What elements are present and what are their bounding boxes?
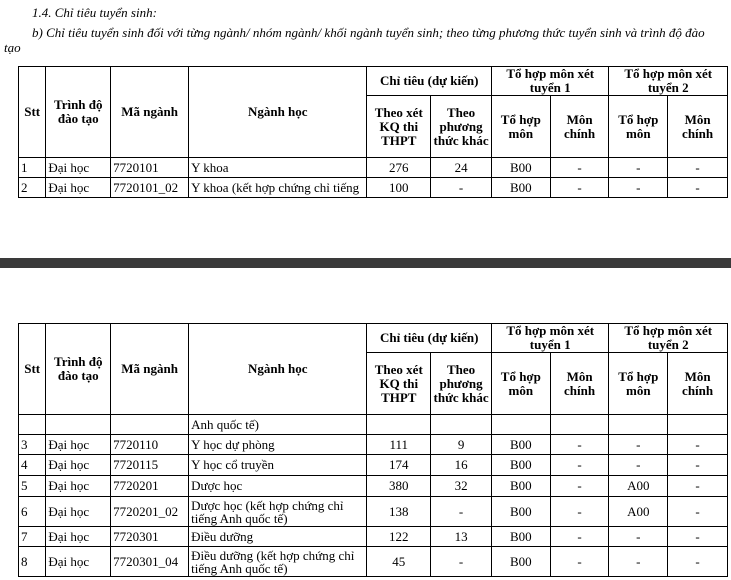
cell-to-hop-1: B00 xyxy=(491,547,550,577)
table-row xyxy=(19,178,728,198)
cell-theo-pt-khac: 13 xyxy=(431,527,492,547)
header-ma-nganh: Mã ngành xyxy=(111,324,189,415)
cell-nganh-hoc: Dược học (kết hợp chứng chỉ tiếng Anh quốc tế) xyxy=(189,497,367,527)
header-trinh-do: Trình độ đào tạo xyxy=(46,67,111,158)
admission-table-page2 xyxy=(18,323,728,577)
header-to-hop-mon-2: Tổ hợp môn xyxy=(609,353,668,415)
cell-to-hop-2: - xyxy=(609,455,668,476)
cell-mon-chinh-1: - xyxy=(550,547,609,577)
header-chi-tieu: Chỉ tiêu (dự kiến) xyxy=(367,324,492,353)
cell-mon-chinh-1: - xyxy=(550,497,609,527)
table-row xyxy=(19,476,728,497)
cell-to-hop-1: B00 xyxy=(491,476,550,497)
table-row xyxy=(19,158,728,178)
subsection-heading: b) Chỉ tiêu tuyển sinh đối với từng ngành/ nhóm ngành/ khối ngành tuyển sinh; theo từng phương thức tuyển sinh và trình độ đào xyxy=(32,25,705,40)
page-break-divider xyxy=(0,258,731,268)
cell-theo-pt-khac: 32 xyxy=(431,476,492,497)
table-row xyxy=(19,527,728,547)
cell-ma-nganh: 7720110 xyxy=(111,435,189,455)
cell-mon-chinh-1: - xyxy=(550,178,609,198)
cell-stt: 1 xyxy=(19,158,46,178)
cell-stt: 8 xyxy=(19,547,46,577)
subsection-heading-continued: tạo xyxy=(4,40,21,55)
cell-stt: 7 xyxy=(19,527,46,547)
header-to-hop-mon-1: Tổ hợp môn xyxy=(491,96,550,158)
header-to-hop-1: Tổ hợp môn xét tuyển 1 xyxy=(491,324,608,353)
cell-trinh-do: Đại học xyxy=(46,178,111,198)
cell-to-hop-2: A00 xyxy=(609,476,668,497)
cell-stt: 5 xyxy=(19,476,46,497)
cell-to-hop-2: - xyxy=(609,178,668,198)
header-stt: Stt xyxy=(19,324,46,415)
cell-mon-chinh-2: - xyxy=(668,455,728,476)
header-to-hop-mon-2: Tổ hợp môn xyxy=(609,96,668,158)
cell-theo-xet-kq: 111 xyxy=(367,435,431,455)
cell-theo-xet-kq: 100 xyxy=(367,178,431,198)
cell-trinh-do: Đại học xyxy=(46,527,111,547)
cell-mon-chinh-2: - xyxy=(668,158,728,178)
cell-mon-chinh-1: - xyxy=(550,158,609,178)
cell-nganh-hoc: Dược học xyxy=(189,476,367,497)
cell-nganh-hoc: Y khoa (kết hợp chứng chỉ tiếng xyxy=(189,178,367,198)
cell-to-hop-1: B00 xyxy=(491,158,550,178)
cell-mon-chinh-2: - xyxy=(668,527,728,547)
header-chi-tieu: Chỉ tiêu (dự kiến) xyxy=(367,67,492,96)
table-row-continuation xyxy=(19,415,728,435)
cell-mon-chinh-1: - xyxy=(550,527,609,547)
cell-to-hop-2: - xyxy=(609,158,668,178)
table-row xyxy=(19,455,728,476)
header-mon-chinh-1: Môn chính xyxy=(550,96,609,158)
cell-trinh-do: Đại học xyxy=(46,497,111,527)
cell-mon-chinh-2: - xyxy=(668,476,728,497)
cell-mon-chinh-1: - xyxy=(550,435,609,455)
cell-to-hop-1: B00 xyxy=(491,455,550,476)
cell-theo-xet-kq: 174 xyxy=(367,455,431,476)
cell-ma-nganh: 7720301 xyxy=(111,527,189,547)
header-mon-chinh-2: Môn chính xyxy=(668,353,728,415)
header-trinh-do: Trình độ đào tạo xyxy=(46,324,111,415)
cell-trinh-do: Đại học xyxy=(46,547,111,577)
cell-theo-pt-khac: - xyxy=(431,178,492,198)
cell-theo-pt-khac: 16 xyxy=(431,455,492,476)
header-to-hop-mon-1: Tổ hợp môn xyxy=(491,353,550,415)
cell-nganh-hoc: Y học cổ truyền xyxy=(189,455,367,476)
cell-trinh-do: Đại học xyxy=(46,158,111,178)
cell-theo-pt-khac: 9 xyxy=(431,435,492,455)
header-theo-xet-kq: Theo xét KQ thi THPT xyxy=(367,353,431,415)
cell-to-hop-1: B00 xyxy=(491,527,550,547)
header-to-hop-1: Tổ hợp môn xét tuyển 1 xyxy=(491,67,608,96)
cell-ma-nganh: 7720201_02 xyxy=(111,497,189,527)
cell-theo-pt-khac: - xyxy=(431,497,492,527)
cell-to-hop-1: B00 xyxy=(491,435,550,455)
cell-mon-chinh-2: - xyxy=(668,178,728,198)
cell-ma-nganh: 7720115 xyxy=(111,455,189,476)
cell-ma-nganh: 7720101_02 xyxy=(111,178,189,198)
header-ma-nganh: Mã ngành xyxy=(111,67,189,158)
cell-ma-nganh: 7720101 xyxy=(111,158,189,178)
cell-nganh-hoc: Điều dưỡng (kết hợp chứng chỉ tiếng Anh quốc tế) xyxy=(189,547,367,577)
cell-theo-pt-khac: - xyxy=(431,547,492,577)
header-theo-pt-khac: Theo phương thức khác xyxy=(431,96,492,158)
header-to-hop-2: Tổ hợp môn xét tuyển 2 xyxy=(609,324,728,353)
table-row xyxy=(19,547,728,577)
cell-mon-chinh-1: - xyxy=(550,455,609,476)
cell-to-hop-1: B00 xyxy=(491,497,550,527)
header-nganh-hoc: Ngành học xyxy=(189,67,367,158)
cell-to-hop-2: - xyxy=(609,435,668,455)
cell-mon-chinh-2: - xyxy=(668,497,728,527)
cell-nganh-hoc: Điều dưỡng xyxy=(189,527,367,547)
cell-nganh-hoc: Y khoa xyxy=(189,158,367,178)
cell-ma-nganh: 7720301_04 xyxy=(111,547,189,577)
cell-stt: 4 xyxy=(19,455,46,476)
cell-stt: 3 xyxy=(19,435,46,455)
cell-nganh-hoc: Y học dự phòng xyxy=(189,435,367,455)
header-nganh-hoc: Ngành học xyxy=(189,324,367,415)
admission-table-page1 xyxy=(18,66,728,198)
header-theo-xet-kq: Theo xét KQ thi THPT xyxy=(367,96,431,158)
table-row xyxy=(19,497,728,527)
cell-theo-xet-kq: 45 xyxy=(367,547,431,577)
cell-theo-xet-kq: 276 xyxy=(367,158,431,178)
cell-nganh-hoc-continuation: Anh quốc tế) xyxy=(189,415,367,435)
cell-mon-chinh-1: - xyxy=(550,476,609,497)
cell-theo-pt-khac: 24 xyxy=(431,158,492,178)
header-theo-pt-khac: Theo phương thức khác xyxy=(431,353,492,415)
cell-stt: 6 xyxy=(19,497,46,527)
header-stt: Stt xyxy=(19,67,46,158)
cell-trinh-do: Đại học xyxy=(46,435,111,455)
cell-theo-xet-kq: 380 xyxy=(367,476,431,497)
cell-theo-xet-kq: 138 xyxy=(367,497,431,527)
cell-trinh-do: Đại học xyxy=(46,455,111,476)
cell-mon-chinh-2: - xyxy=(668,435,728,455)
header-mon-chinh-1: Môn chính xyxy=(550,353,609,415)
header-to-hop-2: Tổ hợp môn xét tuyển 2 xyxy=(609,67,728,96)
cell-to-hop-2: - xyxy=(609,547,668,577)
cell-mon-chinh-2: - xyxy=(668,547,728,577)
cell-to-hop-2: - xyxy=(609,527,668,547)
header-mon-chinh-2: Môn chính xyxy=(668,96,728,158)
cell-trinh-do: Đại học xyxy=(46,476,111,497)
cell-to-hop-1: B00 xyxy=(491,178,550,198)
cell-stt: 2 xyxy=(19,178,46,198)
cell-theo-xet-kq: 122 xyxy=(367,527,431,547)
cell-to-hop-2: A00 xyxy=(609,497,668,527)
section-heading: 1.4. Chỉ tiêu tuyển sinh: xyxy=(32,5,157,20)
cell-ma-nganh: 7720201 xyxy=(111,476,189,497)
table-row xyxy=(19,435,728,455)
